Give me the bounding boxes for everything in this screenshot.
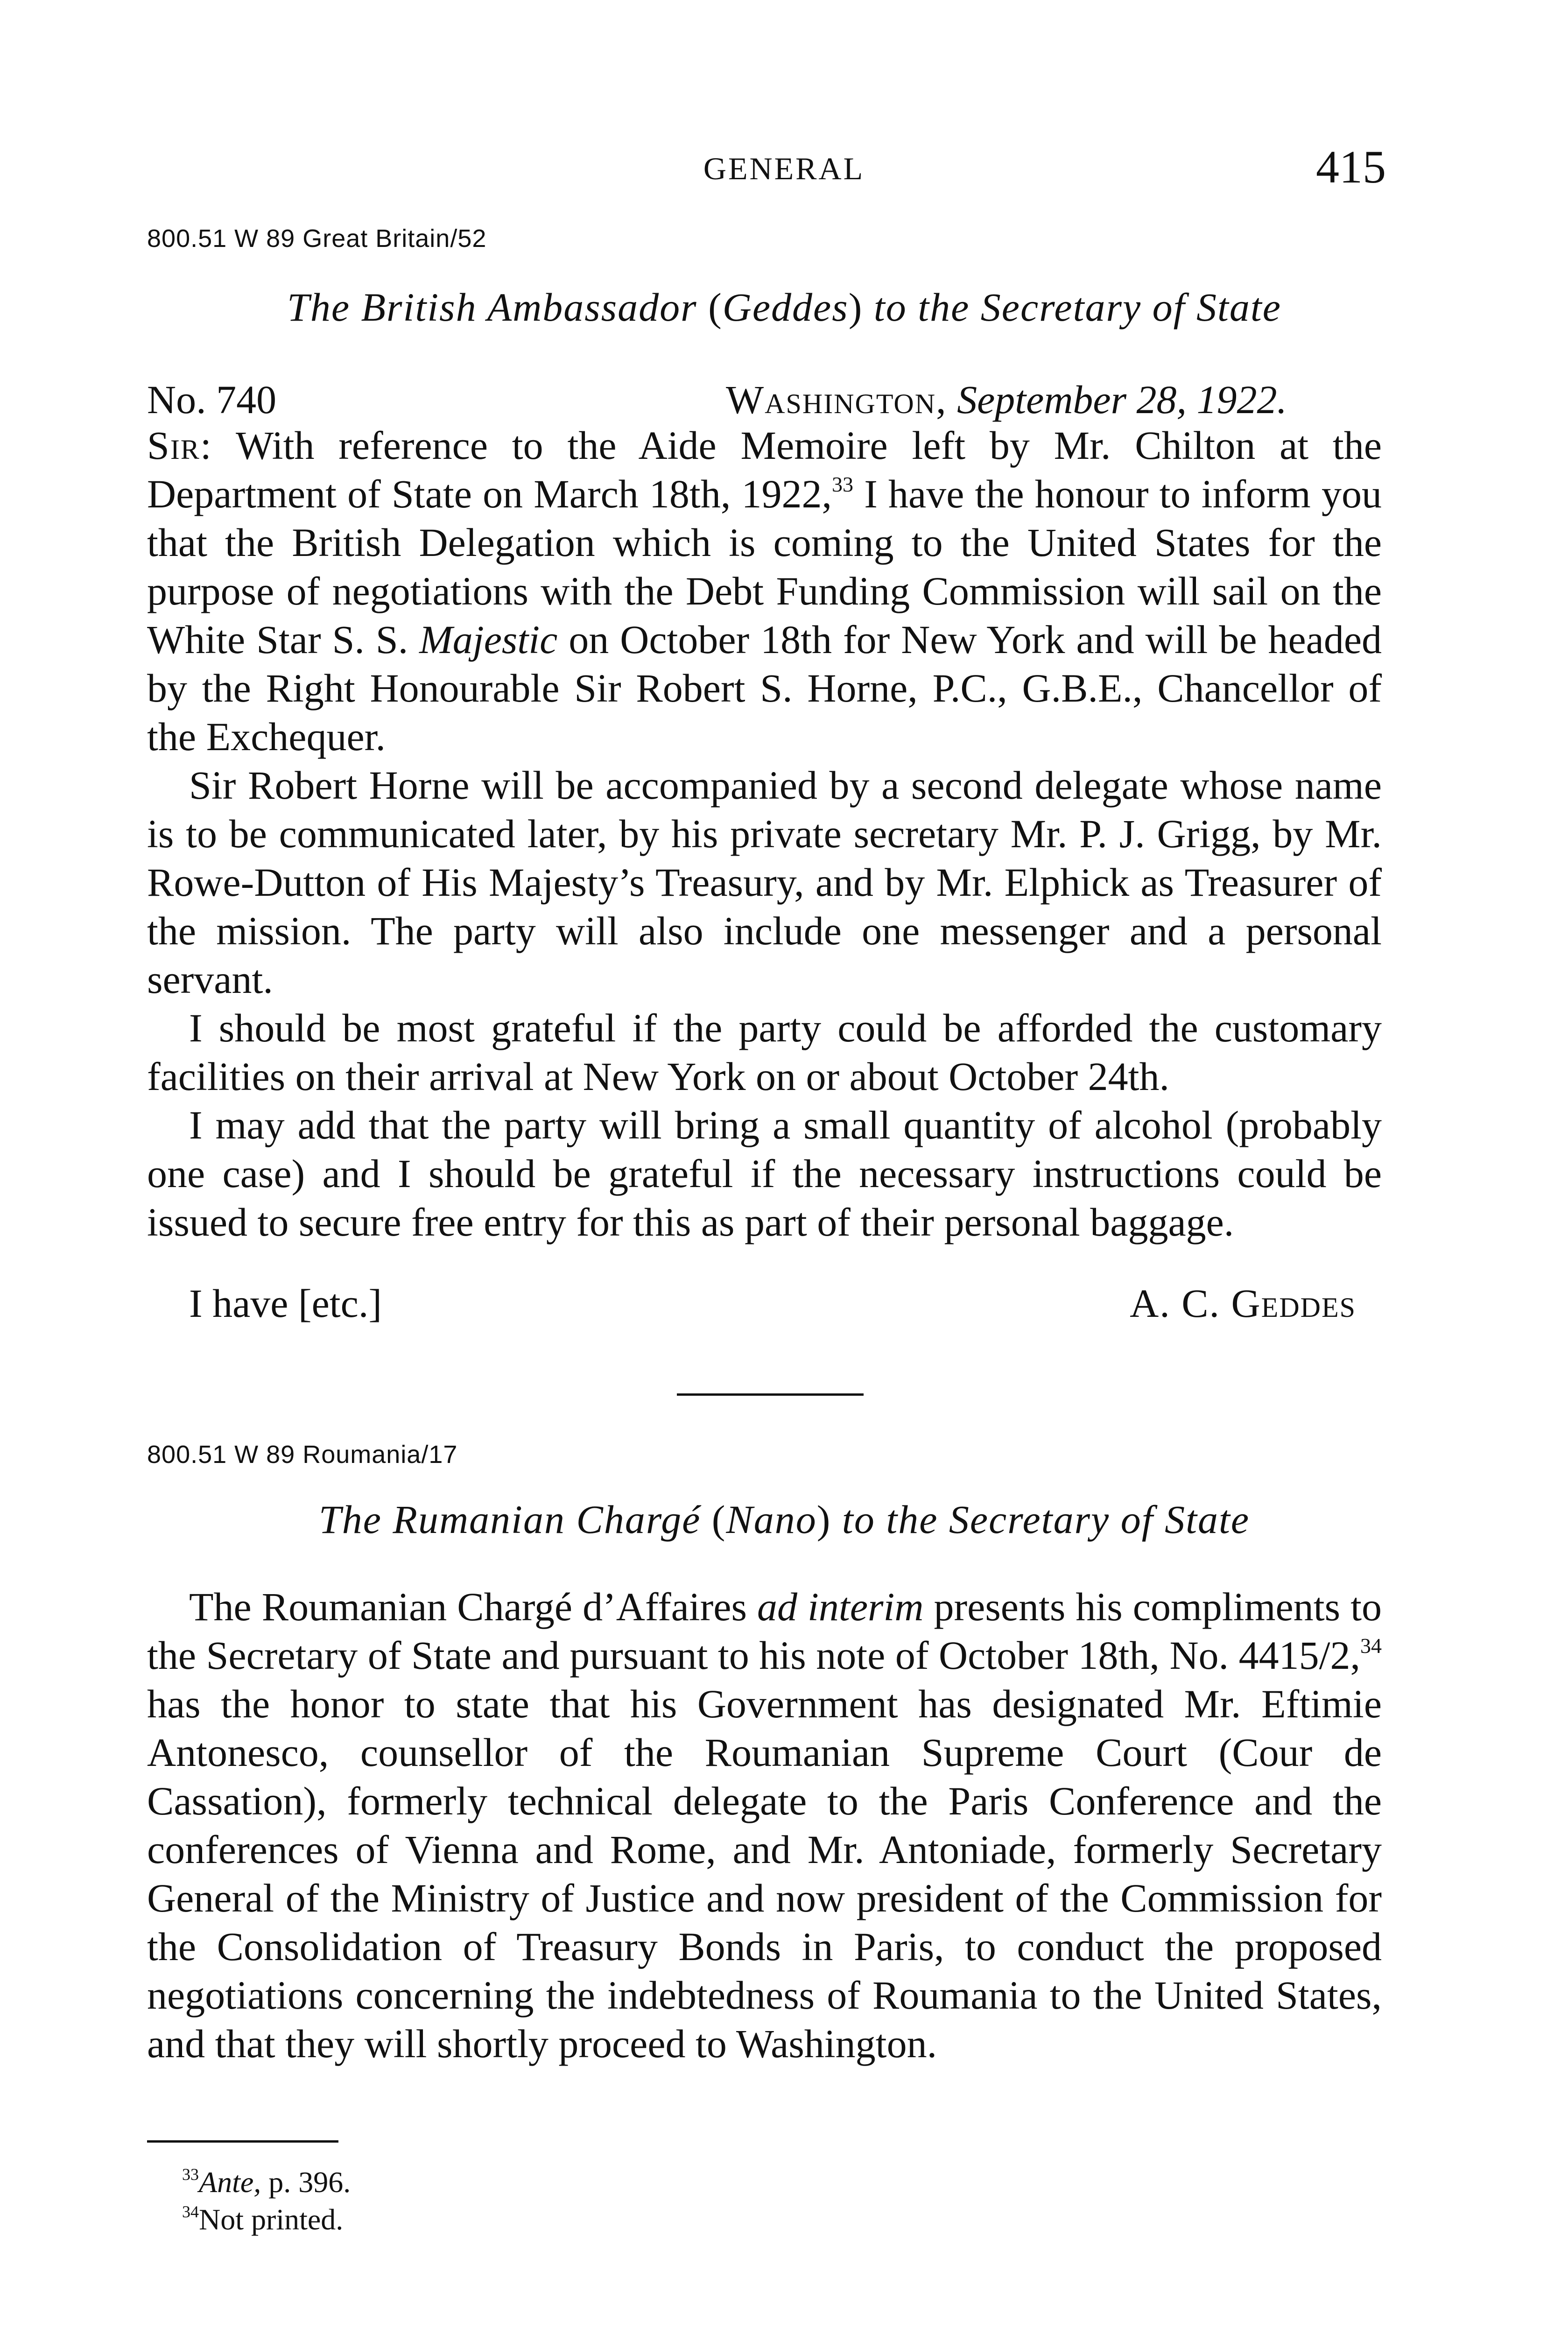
heading-2-name: Nano (726, 1497, 817, 1542)
document-heading-2 (145, 1496, 1424, 1543)
note-text-b: presents his compliments to the Secretary of State and pursuant to his note of October 18th, No. 4415/2, (147, 1584, 1382, 1678)
paragraph-4: I may add that the party will bring a small quantity of alcohol (probably one case) and I should be grateful if the necessary instructions could be issued to secure free entry for this as part of their personal baggage. (147, 1103, 1382, 1244)
place-date (726, 376, 1287, 423)
footnote-ref-33: 33 (832, 472, 854, 496)
note-paragraph (147, 1582, 1382, 2068)
heading-2-close-paren: ) (816, 1497, 831, 1542)
heading-2-part-e: to the Secretary of State (831, 1497, 1250, 1542)
note-text-c: has the honor to state that his Government has designated Mr. Eftimie Antonesco, counsellor of the Roumanian Supreme Court (Cour de Cassation), formerly technical delegate to the Paris Conference and the conferences of Vienna and Rome, and Mr. Antoniade, formerly Secretary General of the Ministry of Justice and now president of the Commission for the Consolidation of Treasury Bonds in Paris, to conduct the proposed negotiations concerning the indebtedness of Roumania to the United States, and that they will shortly proceed to Washington. (147, 1681, 1382, 2066)
footnote-mark-34: 34 (182, 2202, 199, 2221)
document-number: No. 740 (147, 377, 277, 422)
letter-body-1 (147, 421, 1382, 1246)
footnote-33-text: p. 396. (261, 2165, 351, 2199)
signature: A. C. Geddes (1130, 1281, 1356, 1326)
salutation: Sir: (147, 423, 212, 468)
footnote-34-text: Not printed. (199, 2203, 344, 2236)
heading-1-part-a: The British Ambassador (287, 285, 709, 330)
footnote-33-italic: Ante, (199, 2165, 261, 2199)
footnote-mark-33: 33 (182, 2165, 199, 2184)
heading-2-open-paren: ( (711, 1497, 726, 1542)
heading-1-close-paren: ) (848, 285, 863, 330)
page-number: 415 (1316, 141, 1386, 193)
note-body-2 (147, 1582, 1382, 2068)
paragraph-1-text-a: With reference to the Aide Memoire left by Mr. Chilton at the Department of State on March 18th, 1922, (147, 423, 1382, 516)
ship-name: Majestic (419, 617, 558, 662)
heading-1-part-e: to the Secretary of State (863, 285, 1281, 330)
running-head (0, 140, 1568, 191)
footnote-ref-34: 34 (1360, 1634, 1382, 1658)
section-separator (677, 1393, 864, 1396)
closing-line (147, 1280, 1382, 1331)
footnote-33 (182, 2164, 351, 2201)
document-heading-1 (145, 284, 1424, 330)
heading-1-open-paren: ( (708, 285, 723, 330)
footnote-34 (182, 2201, 351, 2238)
ad-interim: ad interim (757, 1584, 924, 1629)
closing-formula: I have [etc.] (189, 1281, 382, 1326)
dateline-date: September 28, 1922. (957, 377, 1287, 422)
file-reference-2: 800.51 W 89 Roumania/17 (147, 1441, 458, 1469)
footnote-rule (147, 2140, 338, 2143)
paragraph-2: Sir Robert Horne will be accompanied by a second delegate whose name is to be communicated later, by his private secretary Mr. P. J. Grigg, by Mr. Rowe-Dutton of His Majesty’s Treasury, and by Mr. Elphick as Treasurer of the mission. The party will also include one messenger and a personal servant. (147, 763, 1382, 1002)
dateline-place: Washington, (726, 377, 947, 422)
paragraph-3: I should be most grateful if the party could be afforded the customary facilities on their arrival at New York on or about October 24th. (147, 1005, 1382, 1099)
heading-1-name: Geddes (722, 285, 849, 330)
paragraph-1-text-b: I have the honour to inform you that the British Delegation which is coming to the United States for the purpose of negotiations with the Debt Funding Commission will sail on the White Star S. S. (147, 471, 1382, 662)
footnotes (182, 2164, 351, 2238)
paragraph-1 (147, 421, 1382, 761)
paragraph-1-text-c: on October 18th for New York and will be headed by the Right Honourable Sir Robert S. Horne, P.C., G.B.E., Chancellor of the Exchequer. (147, 617, 1382, 759)
note-text-a: The Roumanian Chargé d’Affaires (189, 1584, 757, 1629)
heading-2-part-a: The Rumanian Chargé (318, 1497, 712, 1542)
file-reference-1: 800.51 W 89 Great Britain/52 (147, 225, 487, 253)
running-title: GENERAL (703, 151, 865, 186)
